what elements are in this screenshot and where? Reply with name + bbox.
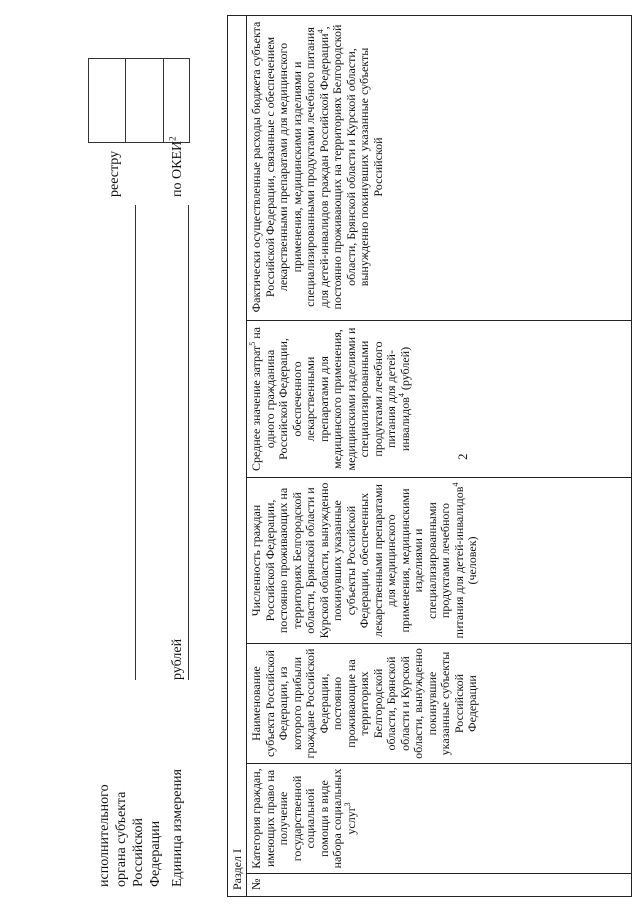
- col-category-footnote: 3: [342, 802, 352, 807]
- col-avg-cost-text: Среднее значение затрат: [249, 345, 263, 472]
- col-avg-cost-unit: (рублей): [397, 346, 412, 394]
- col-actual-expenses-text: Фактически осуществленные расходы бюджета субъекта Российской Федерации, связанные с обеспечением лекарственными препаратами для медицинского применения, медицинскими изделиями и специализированными продуктами лечебного питания для детей-инвалидов граждан Российской Федерации: [249, 21, 331, 313]
- col-region-text: Наименование субъекта Российской Федерации, из которого прибыли граждане Российской Федерации, постоянно проживающие на территориях Белгородской области, Брянской области и Курской области, вынужденно покинувшие указанные субъекты Российской Федерации: [249, 648, 479, 759]
- org-name-block: [96, 527, 164, 887]
- col-actual-expenses-text-cont: , постоянно проживающих на территориях Белгородской области, Брянской области и Курской области, вынужденно покинувших указанные субъекты Российской: [316, 24, 385, 310]
- org-line: исполнительного: [97, 784, 112, 887]
- col-category-text: Категория граждан, имеющих право на получение государственной социальной помощи в виде набора социальных услуг: [249, 768, 358, 869]
- col-category-header: [246, 763, 631, 873]
- okei-text: по ОКЕИ: [170, 140, 185, 197]
- col-avg-cost-header: [246, 320, 631, 477]
- unit-label: Единица измерения: [170, 769, 185, 887]
- col-count-unit: (человек): [465, 536, 479, 585]
- code-box-top: [88, 58, 126, 143]
- report-table: [227, 15, 632, 897]
- reestr-label: реестру: [107, 150, 122, 197]
- col-actual-expenses-footnote: 4: [315, 29, 325, 34]
- org-line: Российской: [131, 818, 146, 887]
- col-number-header: [246, 873, 631, 896]
- col-region-header: [246, 643, 631, 763]
- unit-underline: [188, 205, 189, 680]
- code-box-okei: [164, 58, 190, 143]
- page-number: 2: [455, 453, 470, 460]
- okei-footnote: 2: [167, 136, 178, 141]
- col-number-text: №: [249, 878, 263, 890]
- col-actual-expenses-header: [246, 14, 631, 320]
- col-avg-cost-footnote: 5: [248, 341, 257, 346]
- section-title: Раздел I: [228, 16, 247, 896]
- col-count-footnote: 4: [450, 482, 460, 487]
- code-box-reestr: [126, 58, 164, 143]
- col-count-text: Численность граждан Российской Федерации, постоянно проживающих на территориях Белгородской области, Брянской области и Курской области, вынужденно покинувших указанные субъекты Российской Федерации, обеспеченных лекарственными препаратами для медицинского применения, медицинскими изделиями и специализированными продуктами лечебного питания для детей-инвалидов: [249, 482, 466, 639]
- org-underline: [135, 205, 136, 680]
- org-line: органа субъекта: [114, 791, 129, 887]
- okei-label: [167, 136, 186, 197]
- org-line: Федерации: [148, 820, 163, 887]
- col-avg-cost-footnote-2: 4: [396, 393, 406, 398]
- col-count-header: [246, 477, 631, 643]
- col-avg-cost-text-cont: на одного гражданина Российской Федерации, обеспеченного лекарственными препаратами для медицинского применения, медицинскими изделиями и специализированными продуктами лечебного питания для детей-инвалидов: [249, 326, 412, 471]
- unit-value: рублей: [170, 638, 185, 680]
